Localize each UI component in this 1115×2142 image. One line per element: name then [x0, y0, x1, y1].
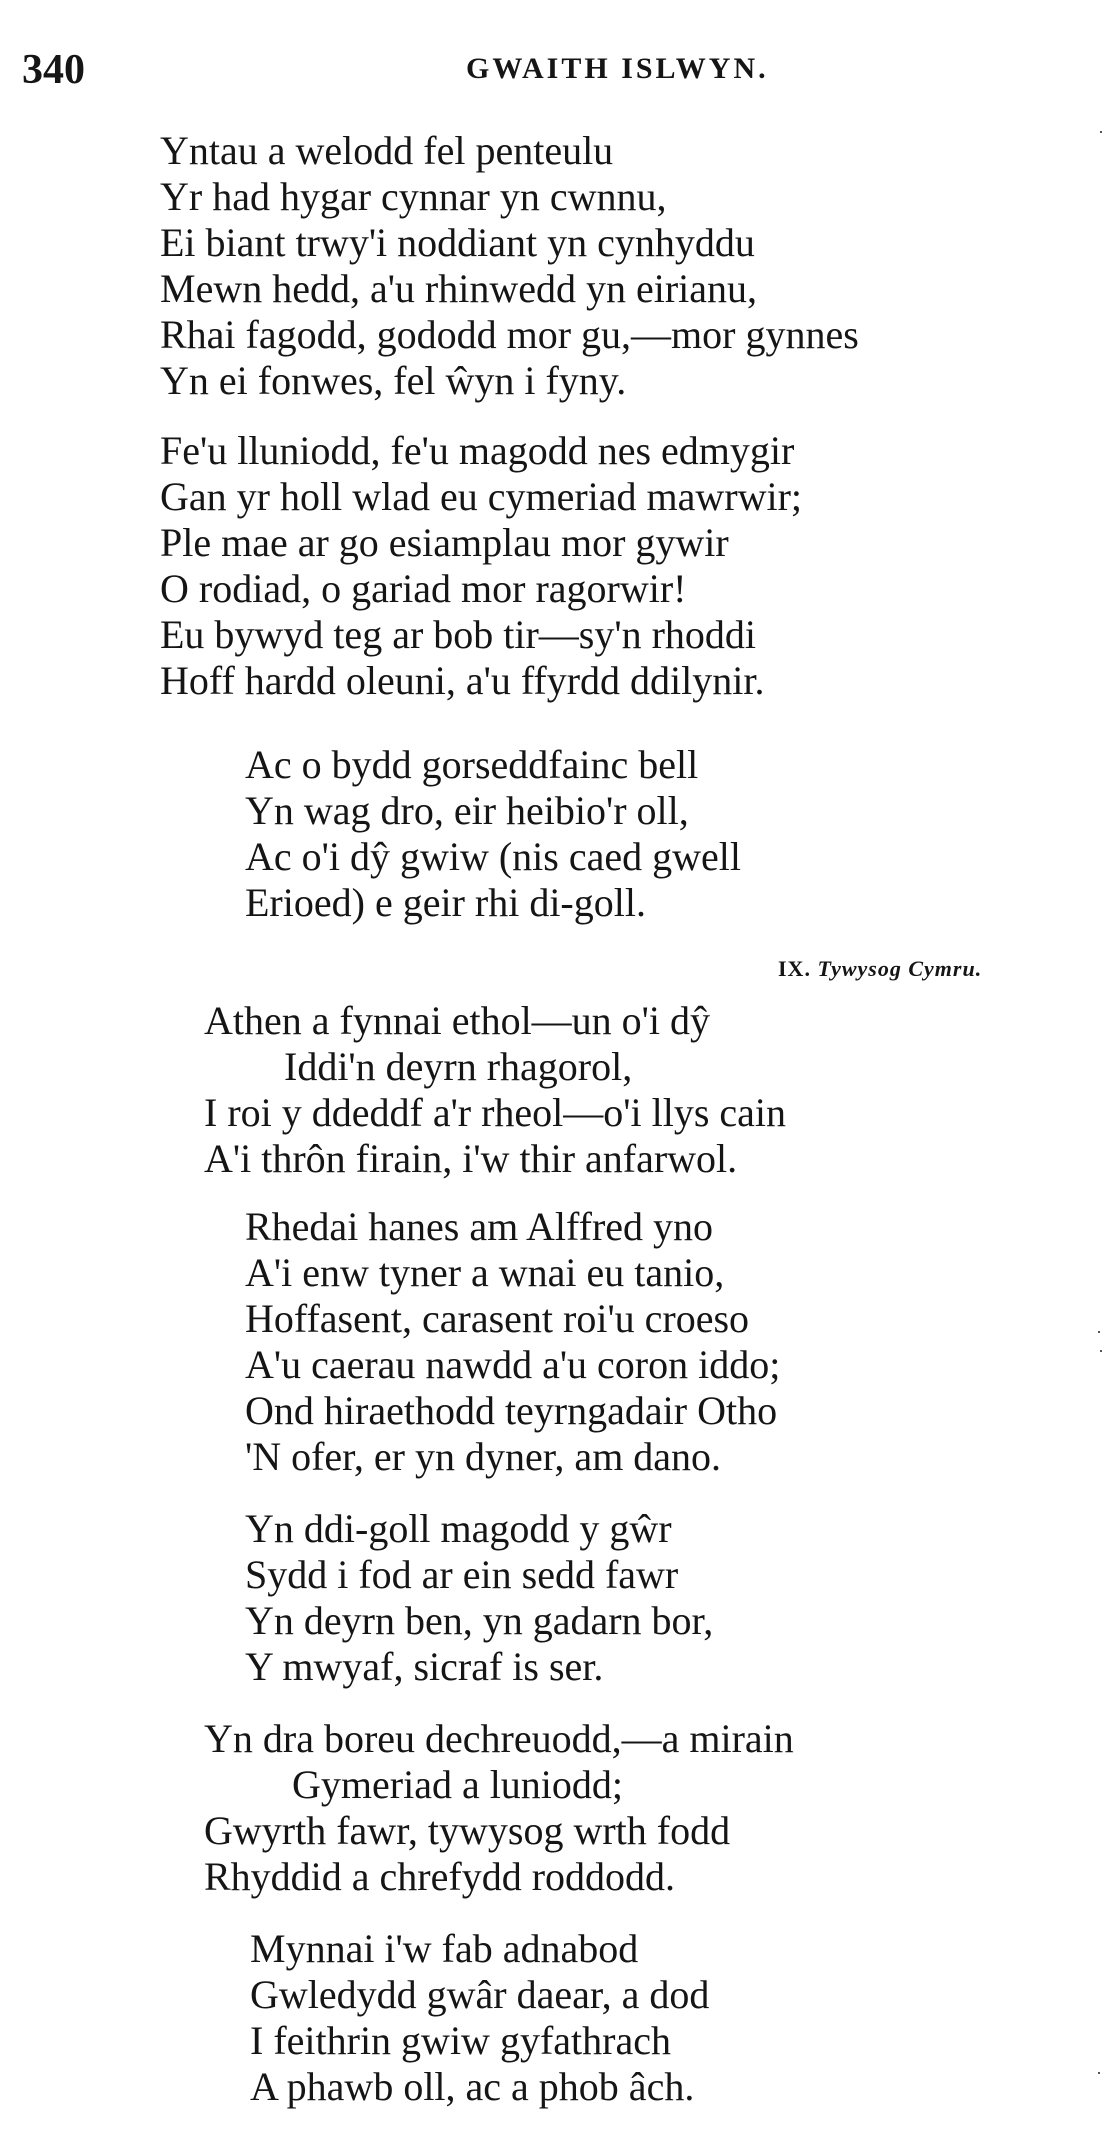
stanza-6 — [245, 1506, 713, 1690]
page-number: 340 — [22, 47, 85, 93]
stanza-8 — [250, 1926, 709, 2110]
verse-line: Athen a fynnai ethol—un o'i dŷ — [204, 998, 710, 1043]
section-number: IX. — [778, 956, 811, 981]
running-title: GWAITH ISLWYN. — [466, 52, 769, 85]
verse-line: Yn ei fonwes, fel ŵyn i fyny. — [160, 358, 627, 403]
verse-line: Gymeriad a luniodd; — [292, 1762, 624, 1807]
section-title: Tywysog Cymru. — [817, 956, 983, 981]
stanza-7 — [204, 1716, 794, 1900]
verse-line: Yr had hygar cynnar yn cwnnu, — [160, 174, 667, 219]
verse-line: 'N ofer, er yn dyner, am dano. — [245, 1434, 722, 1479]
verse-line: Hoffasent, carasent roi'u croeso — [245, 1296, 750, 1341]
verse-line: Yn ddi-goll magodd y gŵr — [245, 1506, 672, 1551]
verse-line: Eu bywyd teg ar bob tir—sy'n rhoddi — [160, 612, 757, 657]
verse-line: Ple mae ar go esiamplau mor gywir — [160, 520, 729, 565]
verse-line: Mynnai i'w fab adnabod — [250, 1926, 639, 1971]
verse-line: Y mwyaf, sicraf is ser. — [245, 1644, 604, 1689]
verse-line: Yntau a welodd fel penteulu — [160, 128, 614, 173]
verse-line: Ond hiraethodd teyrngadair Otho — [245, 1388, 778, 1433]
verse-line: Mewn hedd, a'u rhinwedd yn eirianu, — [160, 266, 758, 311]
verse-line: Rhai fagodd, gododd mor gu,—mor gynnes — [160, 312, 859, 357]
verse-line: A phawb oll, ac a phob âch. — [250, 2064, 695, 2109]
verse-line: A'u caerau nawdd a'u coron iddo; — [245, 1342, 781, 1387]
stanza-1 — [160, 128, 859, 404]
verse-line: O rodiad, o gariad mor ragorwir! — [160, 566, 687, 611]
verse-line: A'i enw tyner a wnai eu tanio, — [245, 1250, 725, 1295]
verse-line: Hoff hardd oleuni, a'u ffyrdd ddilynir. — [160, 658, 765, 703]
stanza-2 — [160, 428, 802, 704]
verse-line: Iddi'n deyrn rhagorol, — [284, 1044, 633, 1089]
stanza-4 — [204, 998, 786, 1182]
verse-line: Rhedai hanes am Alffred yno — [245, 1204, 714, 1249]
scan-speck — [1098, 1331, 1100, 1333]
verse-line: Yn wag dro, eir heibio'r oll, — [245, 788, 689, 833]
verse-line: I roi y ddeddf a'r rheol—o'i llys cain — [204, 1090, 787, 1135]
scan-speck — [1100, 1350, 1102, 1352]
verse-line: Yn deyrn ben, yn gadarn bor, — [245, 1598, 714, 1643]
verse-line: Gwyrth fawr, tywysog wrth fodd — [204, 1808, 731, 1853]
verse-line: Ac o'i dŷ gwiw (nis caed gwell — [245, 834, 741, 879]
verse-line: Fe'u lluniodd, fe'u magodd nes edmygir — [160, 428, 795, 473]
verse-line: Ac o bydd gorseddfainc bell — [245, 742, 699, 787]
stanza-3 — [245, 742, 741, 926]
scan-speck — [1098, 2072, 1100, 2074]
verse-line: Rhyddid a chrefydd roddodd. — [204, 1854, 676, 1899]
verse-line: Gan yr holl wlad eu cymeriad mawrwir; — [160, 474, 803, 519]
verse-line: Yn dra boreu dechreuodd,—a mirain — [204, 1716, 794, 1761]
section-heading — [778, 956, 982, 982]
verse-line: Erioed) e geir rhi di-goll. — [245, 880, 646, 925]
verse-line: Ei biant trwy'i noddiant yn cynhyddu — [160, 220, 755, 265]
verse-line: Gwledydd gwâr daear, a dod — [250, 1972, 710, 2017]
scan-speck — [1100, 131, 1102, 133]
verse-line: I feithrin gwiw gyfathrach — [250, 2018, 671, 2063]
stanza-5 — [245, 1204, 780, 1480]
verse-line: Sydd i fod ar ein sedd fawr — [245, 1552, 679, 1597]
verse-line: A'i thrôn firain, i'w thir anfarwol. — [204, 1136, 738, 1181]
